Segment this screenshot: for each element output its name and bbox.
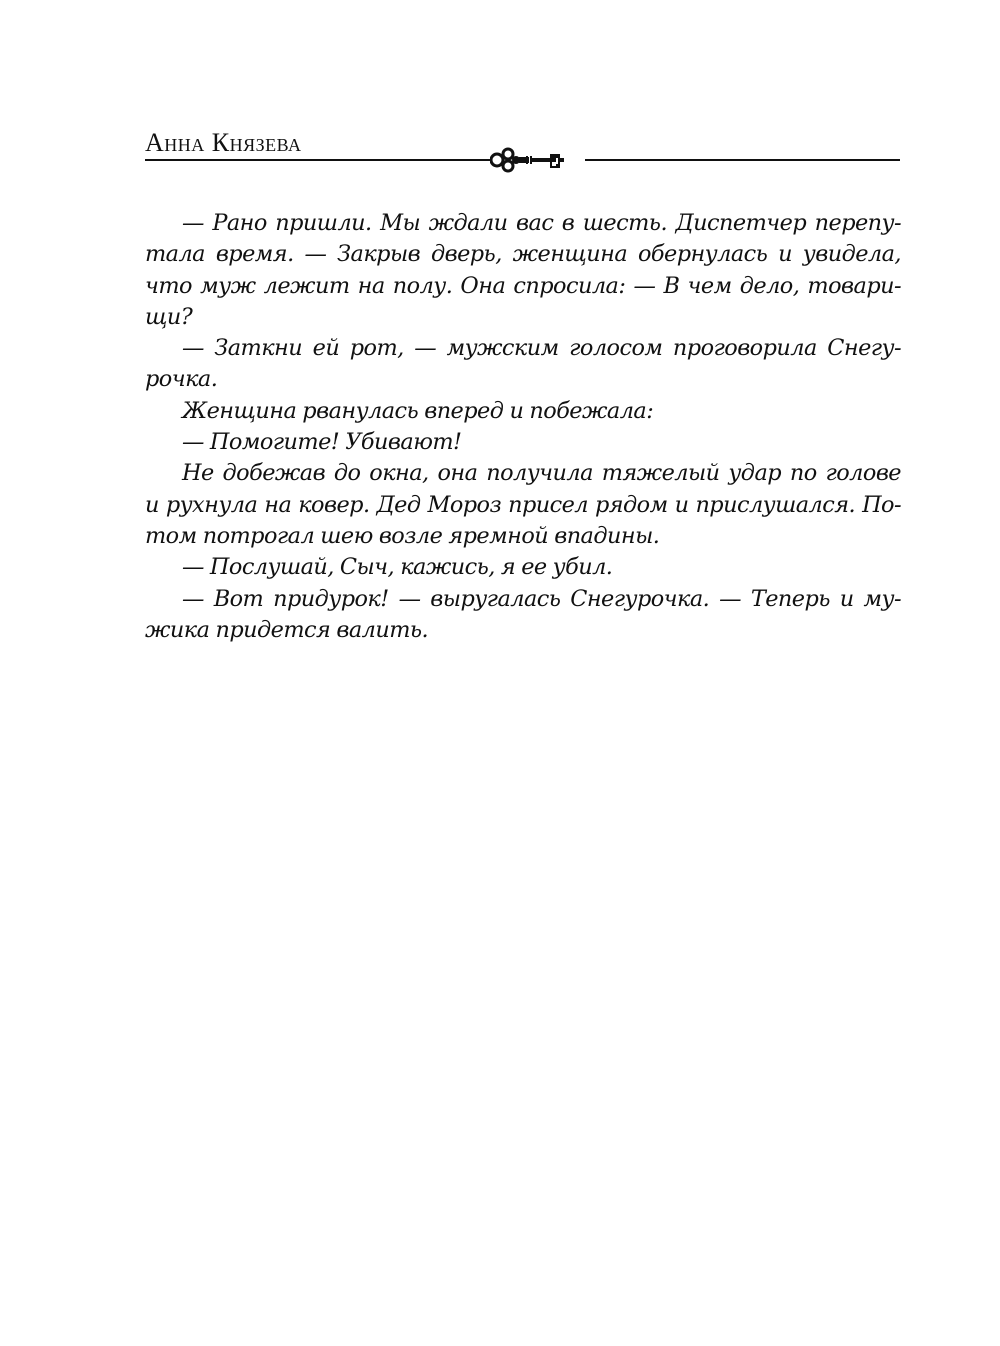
paragraph [145, 584, 901, 647]
author-name: Анна Князева [145, 128, 302, 157]
text-line: что муж лежит на полу. Она спросила: — В чем дело, товари- [145, 272, 901, 299]
text-line: и рухнула на ковер. Дед Мороз присел рядом и прислушался. По- [145, 491, 901, 518]
text-line: — Рано пришли. Мы ждали вас в шесть. Диспетчер перепу- [182, 210, 901, 236]
text-line: щи? [145, 303, 193, 330]
text-line: Не добежав до окна, она получила тяжелый удар по голове [182, 460, 901, 487]
text-line: тала время. — Закрыв дверь, женщина обернулась и увидела, [145, 241, 901, 268]
paragraph [145, 333, 901, 396]
text-line: — Вот придурок! — выругалась Снегурочка. — Теперь и му- [182, 585, 901, 612]
running-head [145, 128, 905, 188]
paragraph [145, 208, 901, 333]
paragraph [145, 458, 901, 552]
body-text [145, 208, 901, 646]
text-line: жика придется валить. [145, 616, 429, 643]
paragraph [145, 396, 901, 427]
text-line: Женщина рванулась вперед и побежала: [182, 397, 654, 424]
text-line: том потрогал шею возле яремной впадины. [145, 522, 660, 549]
text-line: — Послушай, Сыч, кажись, я ее убил. [182, 554, 613, 581]
paragraph [145, 552, 901, 583]
text-line: рочка. [145, 366, 218, 393]
text-line: — Помогите! Убивают! [182, 429, 462, 456]
key-icon [490, 142, 585, 178]
text-line: — Заткни ей рот, — мужским голосом проговорила Снегу- [182, 335, 901, 362]
paragraph [145, 427, 901, 458]
